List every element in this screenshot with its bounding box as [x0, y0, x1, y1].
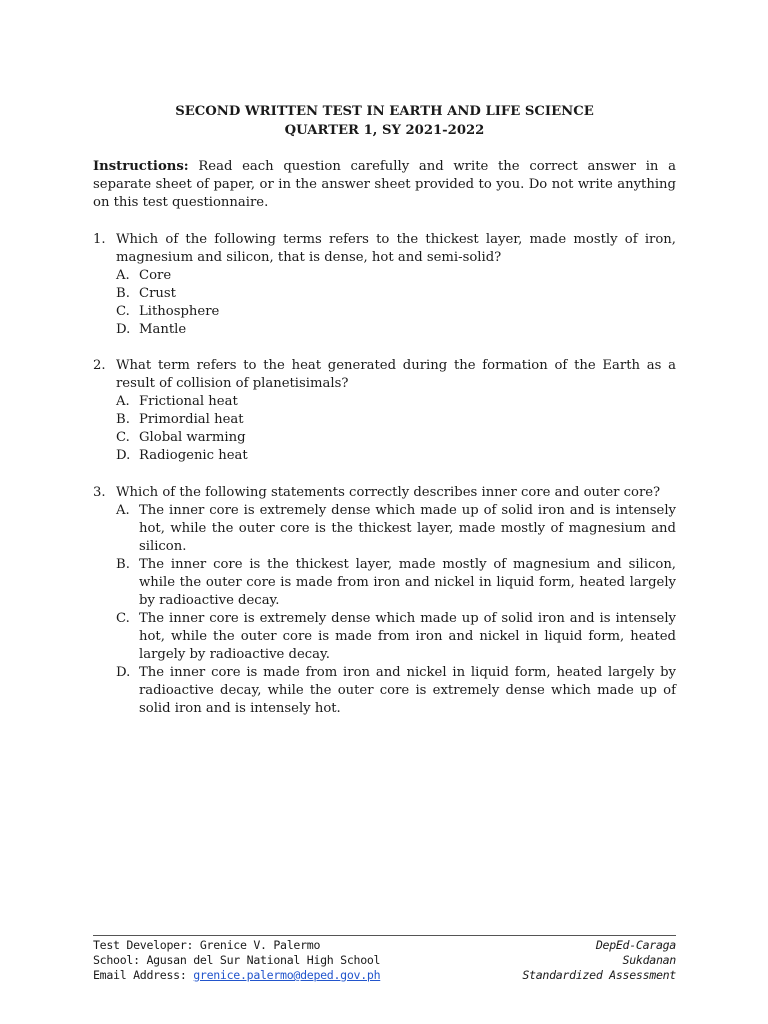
footer-email-line [93, 968, 380, 983]
question-1 [93, 231, 676, 339]
question-3 [93, 484, 676, 718]
instructions-text: Read each question carefully and write the correct answer in a separate sheet of paper, or in the answer sheet provided to you. Do not write anything on this test questionnaire. [93, 159, 676, 210]
option-c [116, 429, 676, 447]
option-text: The inner core is extremely dense which made up of solid iron and is intensely hot, while the outer core is the thickest layer, made mostly of magnesium and silicon. [139, 503, 676, 554]
footer-divider [93, 935, 676, 936]
option-letter: C. [116, 611, 130, 626]
option-letter: A. [116, 503, 130, 518]
question-number: 3. [93, 485, 106, 500]
footer-email-label: Email Address: [93, 968, 194, 982]
option-c [116, 303, 676, 321]
question-text: What term refers to the heat generated during the formation of the Earth as a result of collision of planetisimals? [116, 358, 676, 391]
option-a [116, 502, 676, 556]
option-d [116, 321, 676, 339]
option-text: Global warming [139, 430, 246, 445]
question-text: Which of the following statements correctly describes inner core and outer core? [116, 485, 661, 500]
option-text: Primordial heat [139, 412, 244, 427]
option-d [116, 447, 676, 465]
footer-right [522, 938, 676, 983]
option-letter: B. [116, 286, 130, 301]
footer-program: Sukdanan [622, 953, 676, 967]
email-link[interactable]: grenice.palermo@deped.gov.ph [193, 968, 381, 982]
instructions-label: Instructions: [93, 159, 189, 174]
question-number: 2. [93, 358, 106, 373]
option-b [116, 556, 676, 610]
option-text: Lithosphere [139, 304, 220, 319]
option-text: The inner core is extremely dense which made up of solid iron and is intensely hot, while the outer core is made from iron and nickel in liquid form, heated largely by radioactive decay. [139, 611, 676, 662]
footer-left [93, 938, 380, 983]
footer-region: DepEd-Caraga [595, 938, 676, 952]
option-letter: D. [116, 665, 131, 680]
option-letter: A. [116, 394, 130, 409]
test-page [93, 0, 676, 1024]
footer-assessment: Standardized Assessment [522, 968, 676, 982]
option-text: The inner core is made from iron and nickel in liquid form, heated largely by radioactive decay, while the outer core is extremely dense which made up of solid iron and is intensely hot. [139, 665, 676, 716]
question-number: 1. [93, 232, 106, 247]
question-text: Which of the following terms refers to the thickest layer, made mostly of iron, magnesium and silicon, that is dense, hot and semi-solid? [116, 232, 676, 265]
option-text: Frictional heat [139, 394, 238, 409]
question-2 [93, 357, 676, 465]
option-letter: B. [116, 557, 130, 572]
option-letter: C. [116, 430, 130, 445]
option-letter: D. [116, 448, 131, 463]
option-letter: A. [116, 268, 130, 283]
option-text: Radiogenic heat [139, 448, 248, 463]
page-title: SECOND WRITTEN TEST IN EARTH AND LIFE SCIENCE [175, 104, 594, 119]
footer-developer: Test Developer: Grenice V. Palermo [93, 938, 321, 952]
option-letter: B. [116, 412, 130, 427]
option-text: The inner core is the thickest layer, made mostly of magnesium and silicon, while the outer core is made from iron and nickel in liquid form, heated largely by radioactive decay. [139, 557, 676, 608]
option-a [116, 267, 676, 285]
option-b [116, 285, 676, 303]
option-letter: D. [116, 322, 131, 337]
option-c [116, 610, 676, 664]
option-letter: C. [116, 304, 130, 319]
footer-school: School: Agusan del Sur National High School [93, 953, 381, 967]
option-a [116, 393, 676, 411]
option-text: Core [139, 268, 172, 283]
option-d [116, 664, 676, 718]
option-text: Crust [139, 286, 176, 301]
option-text: Mantle [139, 322, 187, 337]
option-b [116, 411, 676, 429]
page-subtitle: QUARTER 1, SY 2021-2022 [284, 123, 485, 138]
instructions [93, 158, 676, 212]
